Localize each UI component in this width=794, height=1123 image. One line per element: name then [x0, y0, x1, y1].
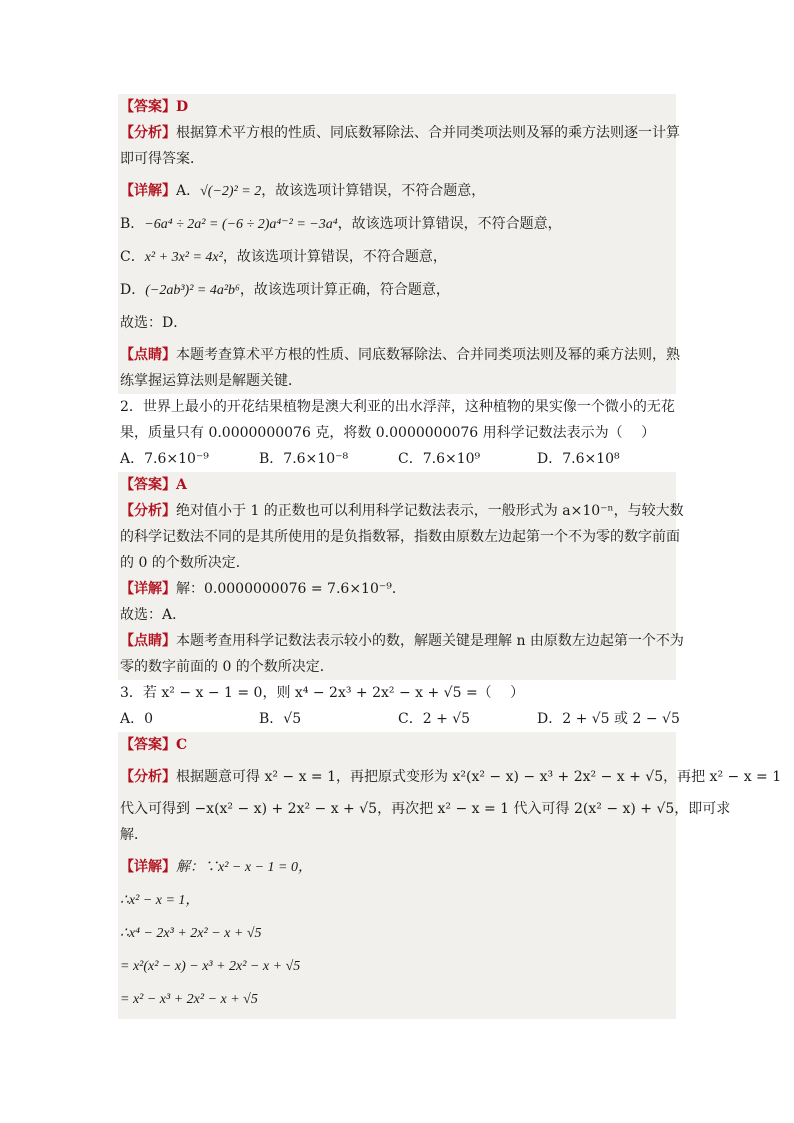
q3-step-4: = x²(x² − x) − x³ + 2x² − x + √5	[118, 953, 676, 980]
q1-analysis-cont: 即可得答案．	[118, 146, 676, 172]
q1-detail-b: B．−6a⁴ ÷ 2a² = (−6 ÷ 2)a⁴⁻² = −3a⁴，故该选项计算错误，不符合题意，	[118, 211, 676, 238]
q3-analysis: 【分析】根据题意可得 x² − x = 1，再把原式变形为 x²(x² − x) − x³ + 2x² − x + √5，再把 x² − x = 1	[118, 764, 676, 790]
q3-options	[118, 706, 680, 732]
q2-answer: 【答案】A	[118, 472, 676, 498]
q3-analysis-end: 解．	[118, 822, 676, 848]
q1-comment-cont: 练掌握运算法则是解题关键．	[118, 368, 676, 394]
q2-option-a: A．7.6×10⁻⁹	[120, 451, 209, 467]
q1-detail-c: C．x² + 3x² = 4x²，故该选项计算错误，不符合题意，	[118, 244, 676, 271]
q2-comment-cont: 零的数字前面的 0 的个数所决定．	[118, 654, 676, 680]
q3-option-c: C．2 + √5	[398, 711, 471, 727]
q3-detail: 【详解】解：∵x² − x − 1 = 0，	[118, 854, 676, 881]
q3-step-5: = x² − x³ + 2x² − x + √5	[118, 986, 676, 1013]
q2-stem-cont: 果，质量只有 0.0000000076 克，将数 0.0000000076 用科学记数法表示为（ ）	[120, 425, 656, 441]
q1-answer: 【答案】D	[118, 94, 676, 120]
q3-option-b: B．√5	[259, 711, 302, 727]
q2-comment: 【点睛】本题考查用科学记数法表示较小的数，解题关键是理解 n 由原数左边起第一个不为	[118, 628, 676, 654]
q1-analysis: 【分析】根据算术平方根的性质、同底数幂除法、合并同类项法则及幂的乘方法则逐一计算	[118, 120, 676, 146]
q3-step-2: ∴x² − x = 1，	[118, 887, 676, 914]
q2-detail: 【详解】解：0.0000000076 = 7.6×10⁻⁹．	[118, 576, 676, 602]
q3-option-d: D．2 + √5 或 2 − √5	[537, 711, 680, 727]
q3-stem: 3．若 x² − x − 1 = 0，则 x⁴ − 2x³ + 2x² − x + √5 =（ ）	[120, 685, 525, 701]
q3-step-3: ∴x⁴ − 2x³ + 2x² − x + √5	[118, 920, 676, 947]
worked-solutions	[118, 94, 782, 1019]
q3-analysis-cont: 代入可得到 −x(x² − x) + 2x² − x + √5，再次把 x² − x = 1 代入可得 2(x² − x) + √5，即可求	[118, 796, 676, 822]
q1-detail-a: 【详解】A．√(−2)² = 2，故该选项计算错误，不符合题意，	[118, 178, 676, 205]
q2-choose: 故选：A．	[118, 602, 676, 628]
q2-analysis-cont: 的科学记数法不同的是其所使用的是负指数幂，指数由原数左边起第一个不为零的数字前面	[118, 524, 676, 550]
q2-options	[118, 446, 676, 472]
q2-option-b: B．7.6×10⁻⁸	[259, 451, 349, 467]
q2-stem: 2．世界上最小的开花结果植物是澳大利亚的出水浮萍，这种植物的果实像一个微小的无花	[120, 399, 675, 415]
q2-option-c: C．7.6×10⁹	[398, 451, 481, 467]
q3-answer: 【答案】C	[118, 732, 676, 758]
q3-option-a: A．0	[120, 711, 154, 727]
q2-option-d: D．7.6×10⁸	[537, 451, 620, 467]
q2-analysis-end: 的 0 的个数所决定．	[118, 550, 676, 576]
q1-detail-d: D．(−2ab³)² = 4a²b⁶，故该选项计算正确，符合题意，	[118, 277, 676, 304]
q1-comment: 【点睛】本题考查算术平方根的性质、同底数幂除法、合并同类项法则及幂的乘方法则，熟	[118, 342, 676, 368]
q1-choose: 故选：D．	[118, 310, 676, 336]
q2-analysis: 【分析】绝对值小于 1 的正数也可以利用科学记数法表示，一般形式为 a×10⁻ⁿ，与较大数	[118, 498, 676, 524]
